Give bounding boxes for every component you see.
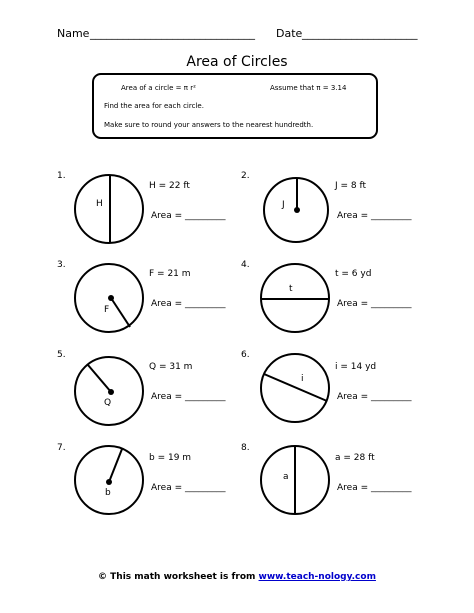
name-field-line[interactable]: ______________________________ bbox=[90, 27, 255, 40]
page-title: Area of Circles bbox=[186, 54, 288, 70]
circle-variable-label: F bbox=[104, 305, 110, 315]
problem-number: 2. bbox=[241, 171, 250, 181]
circle-diagram bbox=[74, 263, 144, 333]
given-measurement: b = 19 m bbox=[149, 453, 192, 463]
circle-diagram bbox=[260, 263, 330, 333]
circle-diagram bbox=[74, 356, 144, 426]
area-answer-field[interactable]: Area = _________ bbox=[337, 392, 412, 402]
problem-number: 8. bbox=[241, 443, 250, 453]
formula-text: Area of a circle = π r² bbox=[121, 84, 196, 92]
footer-link[interactable]: www.teach-nology.com bbox=[258, 572, 376, 582]
problem-number: 4. bbox=[241, 260, 250, 270]
circle-variable-label: a bbox=[283, 472, 289, 482]
center-point bbox=[108, 295, 114, 301]
radius-line bbox=[111, 298, 130, 327]
footer-credit bbox=[0, 572, 474, 582]
circle-variable-label: t bbox=[289, 284, 293, 294]
pi-assumption-text: Assume that π = 3.14 bbox=[270, 84, 347, 92]
area-answer-field[interactable]: Area = _________ bbox=[151, 483, 226, 493]
circle-diagram bbox=[74, 174, 144, 244]
center-point bbox=[294, 207, 300, 213]
radius-line bbox=[88, 365, 111, 392]
instruction-line-1: Find the area for each circle. bbox=[104, 102, 204, 110]
given-measurement: a = 28 ft bbox=[335, 453, 375, 463]
diameter-line bbox=[264, 374, 327, 401]
center-point bbox=[106, 479, 112, 485]
problem-number: 3. bbox=[57, 260, 66, 270]
problem-number: 5. bbox=[57, 350, 66, 360]
instructions-box bbox=[92, 73, 378, 139]
given-measurement: H = 22 ft bbox=[149, 181, 190, 191]
area-answer-field[interactable]: Area = _________ bbox=[151, 211, 226, 221]
circle-diagram bbox=[74, 445, 144, 515]
radius-line bbox=[109, 449, 122, 482]
problem-number: 7. bbox=[57, 443, 66, 453]
circle-diagram bbox=[263, 177, 329, 243]
footer-text: © This math worksheet is from bbox=[98, 572, 259, 582]
circle-diagram bbox=[260, 445, 330, 515]
circle-variable-label: Q bbox=[104, 398, 112, 408]
date-label: Date bbox=[276, 27, 303, 40]
given-measurement: J = 8 ft bbox=[335, 181, 367, 191]
name-label: Name bbox=[57, 27, 90, 40]
area-answer-field[interactable]: Area = _________ bbox=[151, 299, 226, 309]
area-answer-field[interactable]: Area = _________ bbox=[337, 299, 412, 309]
area-answer-field[interactable]: Area = _________ bbox=[151, 392, 226, 402]
center-point bbox=[108, 389, 114, 395]
circle-variable-label: b bbox=[105, 488, 111, 498]
given-measurement: Q = 31 m bbox=[149, 362, 193, 372]
circle-variable-label: H bbox=[96, 199, 103, 209]
circle-variable-label: J bbox=[282, 200, 285, 210]
given-measurement: i = 14 yd bbox=[335, 362, 377, 372]
date-field-line[interactable]: _____________________ bbox=[302, 27, 418, 40]
problem-number: 6. bbox=[241, 350, 250, 360]
area-answer-field[interactable]: Area = _________ bbox=[337, 483, 412, 493]
area-answer-field[interactable]: Area = _________ bbox=[337, 211, 412, 221]
circle-diagram bbox=[260, 353, 330, 423]
problem-number: 1. bbox=[57, 171, 66, 181]
given-measurement: F = 21 m bbox=[149, 269, 191, 279]
circle-variable-label: i bbox=[301, 374, 304, 384]
given-measurement: t = 6 yd bbox=[335, 269, 372, 279]
instruction-line-2: Make sure to round your answers to the nearest hundredth. bbox=[104, 121, 314, 129]
